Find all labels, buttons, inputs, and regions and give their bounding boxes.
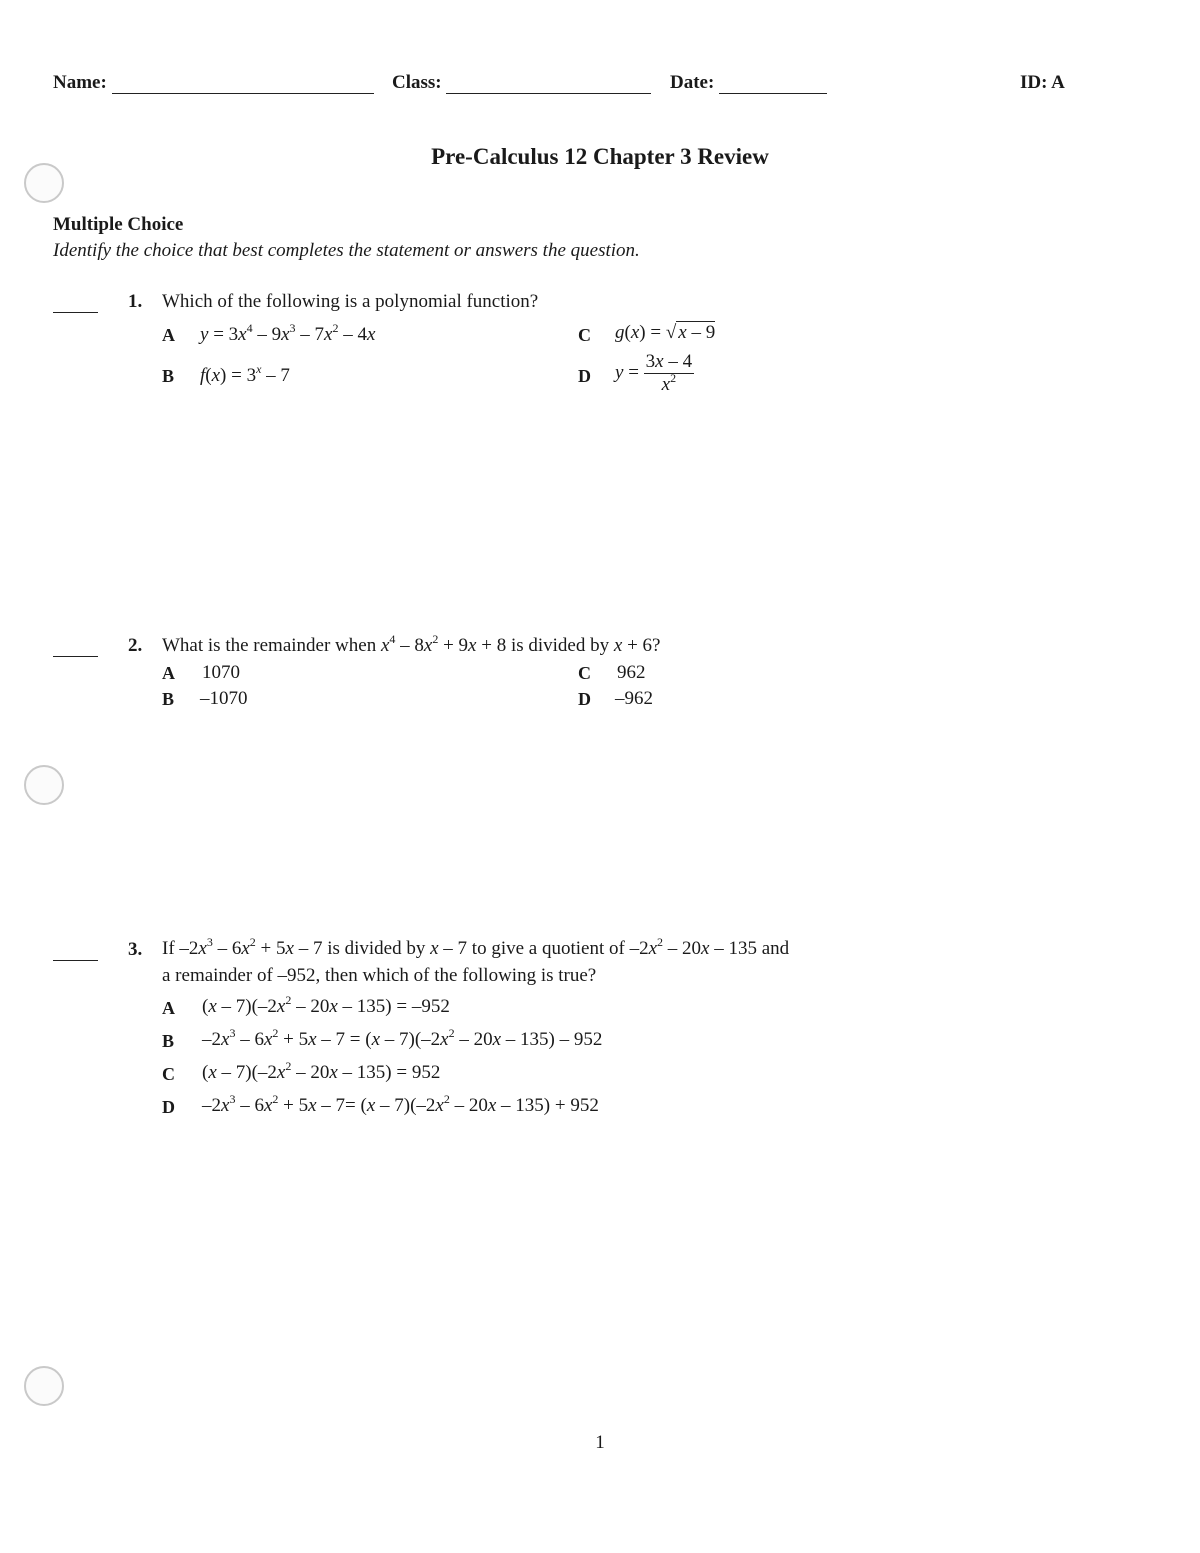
choice-3b[interactable]: $-2x^3 - 6x^2 + 5x - 7 = (x - 7)(-2x^2 - 20x - 135) - 952$: [202, 1026, 603, 1050]
choice-letter-3b: B: [162, 1031, 175, 1051]
radical-icon: √ x – 9: [665, 322, 716, 343]
choice-letter-2d: D: [578, 689, 591, 709]
date-blank[interactable]: [719, 73, 827, 94]
answer-blank-2[interactable]: [53, 656, 98, 657]
choice-2d[interactable]: –962: [615, 688, 653, 709]
choice-2b[interactable]: –1070: [200, 688, 248, 709]
page-title: Pre-Calculus 12 Chapter 3 Review: [431, 144, 769, 169]
choice-1a[interactable]: $y = 3x^4 - 9x^3 - 7x^2 - 4x$: [200, 321, 376, 345]
name-label: Name:: [53, 72, 107, 93]
choice-3c[interactable]: $(x - 7)(-2x^2 - 20x - 135) = 952$: [202, 1059, 441, 1083]
choice-letter-3c: C: [162, 1064, 175, 1084]
date-field: [670, 72, 827, 94]
choice-1c[interactable]: g(x) = √ x – 9: [615, 322, 716, 343]
choice-letter-2b: B: [162, 689, 175, 709]
choice-letter-3d: D: [162, 1097, 175, 1117]
choice-letter-1b: B: [162, 366, 175, 386]
choice-letter-1a: A: [162, 325, 175, 345]
section-instructions: Identify the choice that best completes the statement or answers the question.: [53, 240, 640, 261]
section-title: Multiple Choice: [53, 214, 184, 235]
question-2-mid: is divided by: [510, 635, 610, 656]
choice-letter-2a: A: [162, 663, 175, 683]
question-number-2: 2.: [128, 635, 143, 656]
choice-3a[interactable]: $(x - 7)(-2x^2 - 20x - 135) = -952$: [202, 993, 450, 1017]
binder-hole-middle: [24, 765, 64, 805]
choice-3d[interactable]: $-2x^3 - 6x^2 + 5x - 7= (x - 7)(-2x^2 - 20x - 135) + 952$: [202, 1092, 599, 1116]
question-number-1: 1.: [128, 291, 143, 312]
choice-letter-1c: C: [578, 325, 591, 345]
question-3-suffix: and: [761, 938, 790, 959]
answer-blank-3[interactable]: [53, 960, 98, 961]
id-label: ID: A: [1020, 72, 1065, 93]
choice-letter-3a: A: [162, 998, 175, 1018]
question-text-3-line2: a remainder of –952, then which of the following is true?: [162, 965, 597, 986]
name-field: [53, 72, 374, 94]
question-3-mid2: to give a quotient of: [471, 938, 625, 959]
fraction: $\frac{3x - 4}{x^2}$: [645, 351, 693, 395]
choice-1d[interactable]: y = $\frac{3x - 4}{x^2}$: [615, 351, 693, 395]
class-field: [392, 72, 651, 94]
choice-letter-1d: D: [578, 366, 591, 386]
choice-2c[interactable]: 962: [617, 662, 646, 683]
page-number: 1: [595, 1432, 605, 1453]
choice-letter-2c: C: [578, 663, 591, 683]
question-number-3: 3.: [128, 939, 143, 960]
choice-1b[interactable]: $f(x) = 3^x - 7$: [200, 362, 290, 386]
question-text-3-line1: If $-2x^3 - 6x^2 + 5x - 7$ is divided by x – 7 to give a quotient of $-2x^2 - 20x - 135$ and: [162, 935, 790, 959]
choice-2a[interactable]: 1070: [202, 662, 240, 683]
question-text-1: Which of the following is a polynomial function?: [162, 291, 539, 312]
question-3-prefix: If: [162, 938, 175, 959]
answer-blank-1[interactable]: [53, 312, 98, 313]
date-label: Date:: [670, 72, 715, 93]
question-3-mid: is divided by: [327, 938, 426, 959]
question-2-prefix: What is the remainder when: [162, 635, 377, 656]
class-blank[interactable]: [446, 73, 651, 94]
binder-hole-bottom: [24, 1366, 64, 1406]
question-text-2: What is the remainder when $x^4 - 8x^2 + 9x + 8$ is divided by x + 6?: [162, 632, 661, 656]
class-label: Class:: [392, 72, 442, 93]
name-blank[interactable]: [112, 73, 374, 94]
